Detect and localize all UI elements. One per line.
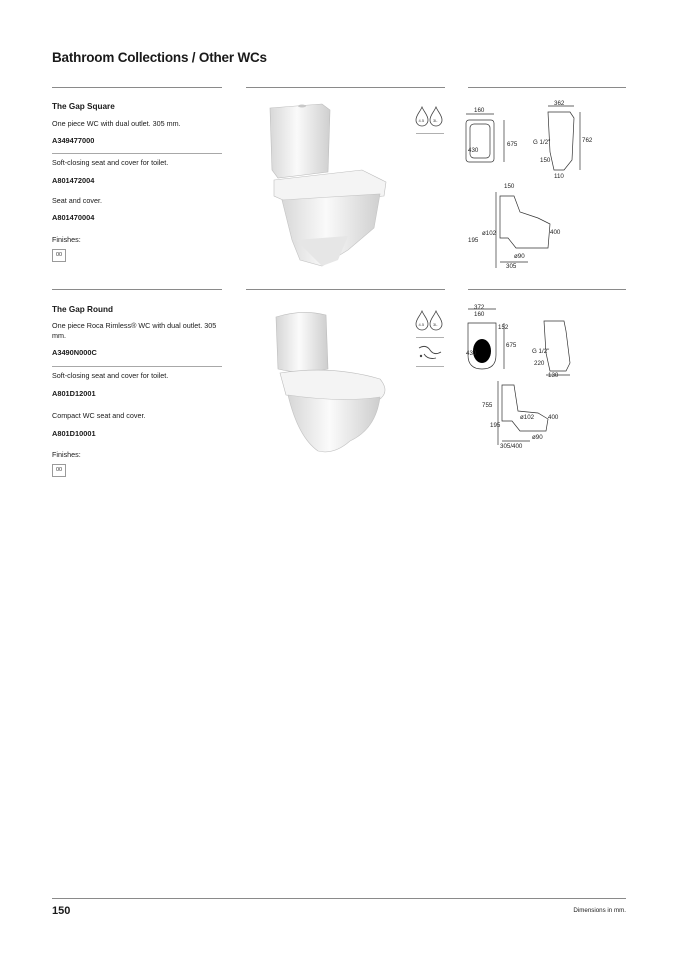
dim-label: 762 — [582, 137, 593, 144]
divider — [416, 337, 444, 338]
divider — [52, 289, 222, 290]
dim-label: G 1/2" — [533, 139, 551, 146]
product-code: A801D10001 — [52, 429, 96, 438]
dim-label: 220 — [534, 360, 545, 367]
dim-label: 152 — [498, 324, 509, 331]
dim-label: 195 — [468, 237, 479, 244]
divider — [246, 87, 445, 88]
dim-label: 130 — [548, 372, 559, 379]
dim-label: 372 — [474, 304, 485, 311]
dim-label: ø102 — [482, 230, 497, 237]
dim-label: 160 — [474, 311, 485, 318]
divider — [52, 87, 222, 88]
dim-label: ø90 — [532, 434, 543, 441]
product-description: Soft-closing seat and cover for toilet. — [52, 158, 169, 167]
rimless-icon — [416, 342, 444, 367]
page-number: 150 — [52, 905, 71, 917]
dim-label: 195 — [490, 422, 501, 429]
dim-label: 675 — [506, 342, 517, 349]
svg-text:4.5: 4.5 — [418, 322, 425, 327]
footer-divider — [52, 898, 626, 899]
product-name: The Gap Square — [52, 102, 115, 111]
divider — [468, 289, 626, 290]
finish-swatch[interactable]: 00 — [52, 249, 66, 262]
svg-text:4.5: 4.5 — [418, 118, 425, 123]
divider — [246, 289, 445, 290]
dim-label: ø102 — [520, 414, 535, 421]
product-code: A801D12001 — [52, 389, 96, 398]
dim-label: 430 — [468, 147, 479, 154]
water-saving-icon — [415, 310, 445, 337]
dimension-drawing — [458, 303, 628, 458]
product-description: One piece Roca Rimless® WC with dual outlet. 305 mm. — [52, 321, 217, 340]
dim-label: 150 — [540, 157, 551, 164]
divider — [52, 153, 222, 154]
dim-label: 430 — [466, 350, 477, 357]
product-code: A801472004 — [52, 176, 95, 185]
product-name: The Gap Round — [52, 305, 113, 314]
page-title: Bathroom Collections / Other WCs — [52, 50, 267, 65]
dim-label: 305/400 — [500, 443, 523, 450]
product-description: Seat and cover. — [52, 196, 102, 205]
dim-label: 675 — [507, 141, 518, 148]
svg-text:3L: 3L — [433, 322, 438, 327]
dim-label: 110 — [554, 173, 564, 180]
dim-label: ø90 — [514, 253, 525, 260]
svg-text:3L: 3L — [433, 118, 438, 123]
product-description: One piece WC with dual outlet. 305 mm. — [52, 119, 181, 128]
finish-swatch[interactable]: 00 — [52, 464, 66, 477]
dim-label: 160 — [474, 107, 485, 114]
product-photo — [262, 305, 402, 460]
dim-label: 400 — [548, 414, 559, 421]
product-description: Soft-closing seat and cover for toilet. — [52, 371, 169, 380]
dim-label: G 1/2" — [532, 348, 550, 355]
dim-label: 150 — [504, 183, 515, 190]
finishes-label: Finishes: — [52, 450, 81, 459]
dim-label: 400 — [550, 229, 561, 236]
divider — [52, 366, 222, 367]
dim-label: 362 — [554, 100, 565, 107]
divider — [416, 366, 444, 367]
finishes-label: Finishes: — [52, 235, 81, 244]
product-code: A801470004 — [52, 213, 95, 222]
dimension-drawing — [458, 100, 628, 280]
product-photo — [252, 100, 402, 270]
dim-label: 755 — [482, 402, 493, 409]
water-saving-icon — [415, 106, 445, 133]
product-code: A349477000 — [52, 136, 95, 145]
divider — [468, 87, 626, 88]
divider — [416, 133, 444, 134]
dim-label: 305 — [506, 263, 517, 270]
product-description: Compact WC seat and cover. — [52, 411, 146, 420]
footer-note: Dimensions in mm. — [573, 907, 626, 914]
product-code: A3490N000C — [52, 348, 97, 357]
